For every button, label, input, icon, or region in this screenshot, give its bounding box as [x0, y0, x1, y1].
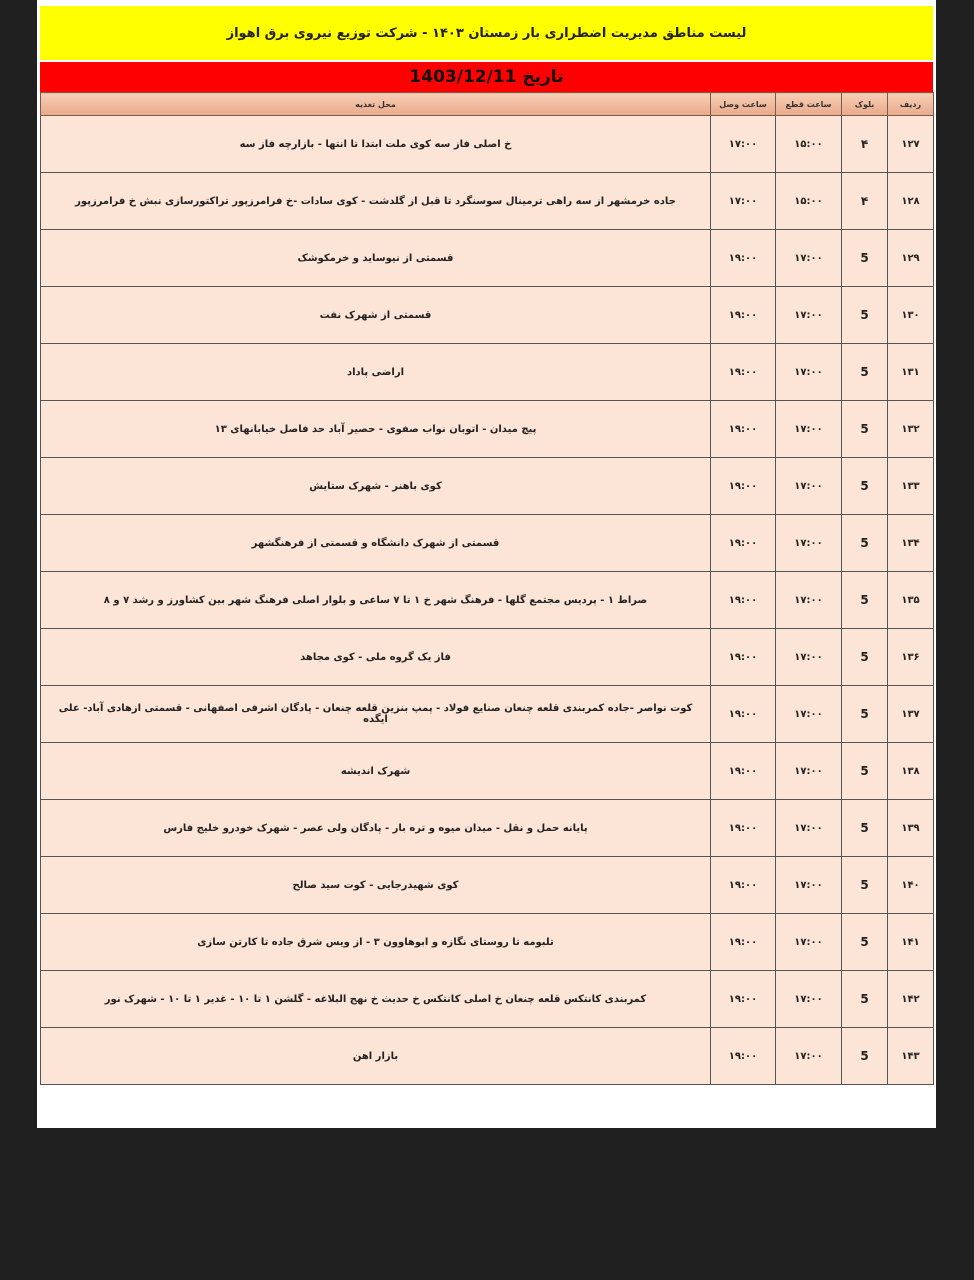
cut-time-cell: ۱۵:۰۰: [776, 116, 842, 173]
connect-time-cell: ۱۹:۰۰: [711, 857, 776, 914]
block-cell: 5: [842, 230, 888, 287]
table-row: [41, 344, 934, 401]
connect-time-cell: ۱۹:۰۰: [711, 401, 776, 458]
connect-time-cell: ۱۹:۰۰: [711, 287, 776, 344]
row-number-cell: ۱۳۷: [888, 686, 934, 743]
connect-time-cell: ۱۹:۰۰: [711, 1028, 776, 1085]
table-row: [41, 857, 934, 914]
connect-time-cell: ۱۹:۰۰: [711, 743, 776, 800]
header-row-number: ردیف: [888, 93, 934, 116]
location-cell: کمربندی کانتکس قلعه چنعان خ اصلی کانتکس خ حدیث خ نهج البلاغه - گلشن ۱ تا ۱۰ - غدیر ۱ تا ۱۰ - شهرک نور: [41, 971, 711, 1028]
connect-time-cell: ۱۹:۰۰: [711, 230, 776, 287]
row-number-cell: ۱۳۵: [888, 572, 934, 629]
row-number-cell: ۱۳۶: [888, 629, 934, 686]
cut-time-cell: ۱۷:۰۰: [776, 401, 842, 458]
row-number-cell: ۱۴۱: [888, 914, 934, 971]
location-cell: قسمتی از شهرک نفت: [41, 287, 711, 344]
header-connect-time: ساعت وصل: [711, 93, 776, 116]
block-cell: 5: [842, 458, 888, 515]
row-number-cell: ۱۲۷: [888, 116, 934, 173]
cut-time-cell: ۱۷:۰۰: [776, 800, 842, 857]
block-cell: 5: [842, 287, 888, 344]
cut-time-cell: ۱۷:۰۰: [776, 287, 842, 344]
row-number-cell: ۱۲۸: [888, 173, 934, 230]
row-number-cell: ۱۲۹: [888, 230, 934, 287]
block-cell: 5: [842, 629, 888, 686]
connect-time-cell: ۱۷:۰۰: [711, 116, 776, 173]
connect-time-cell: ۱۹:۰۰: [711, 629, 776, 686]
block-cell: 5: [842, 401, 888, 458]
cut-time-cell: ۱۷:۰۰: [776, 344, 842, 401]
table-row: [41, 173, 934, 230]
location-cell: پیچ میدان - اتوبان نواب صفوی - حصیر آباد حد فاصل خیابانهای ۱۳: [41, 401, 711, 458]
table-row: [41, 401, 934, 458]
block-cell: 5: [842, 572, 888, 629]
table-row: [41, 686, 934, 743]
connect-time-cell: ۱۹:۰۰: [711, 458, 776, 515]
block-cell: 5: [842, 515, 888, 572]
document-sheet: [37, 0, 936, 1128]
location-cell: خ اصلی فاز سه کوی ملت ابتدا تا انتها - بازارچه فاز سه: [41, 116, 711, 173]
date-banner: تاریخ 1403/12/11: [40, 62, 933, 92]
table-row: [41, 458, 934, 515]
table-row: [41, 971, 934, 1028]
cut-time-cell: ۱۷:۰۰: [776, 971, 842, 1028]
location-cell: کوی شهیدرجایی - کوت سید صالح: [41, 857, 711, 914]
row-number-cell: ۱۳۳: [888, 458, 934, 515]
header-location: محل تغذیه: [41, 93, 711, 116]
connect-time-cell: ۱۹:۰۰: [711, 572, 776, 629]
table-header-row: [41, 93, 934, 116]
table-row: [41, 515, 934, 572]
location-cell: کوت نواصر -جاده کمربندی قلعه چنعان صنایع فولاد - پمپ بنزین قلعه چنعان - پادگان اشرفی اصفهانی - قسمتی ازهادی آباد- علی ایگده: [41, 686, 711, 743]
location-cell: قسمتی از شهرک دانشگاه و قسمتی از فرهنگشهر: [41, 515, 711, 572]
row-number-cell: ۱۳۴: [888, 515, 934, 572]
location-cell: قسمتی از نیوساید و خرمکوشک: [41, 230, 711, 287]
row-number-cell: ۱۳۹: [888, 800, 934, 857]
block-cell: ۴: [842, 173, 888, 230]
block-cell: ۴: [842, 116, 888, 173]
cut-time-cell: ۱۷:۰۰: [776, 515, 842, 572]
block-cell: 5: [842, 686, 888, 743]
block-cell: 5: [842, 743, 888, 800]
cut-time-cell: ۱۷:۰۰: [776, 1028, 842, 1085]
row-number-cell: ۱۴۳: [888, 1028, 934, 1085]
cut-time-cell: ۱۷:۰۰: [776, 572, 842, 629]
outage-schedule-table: [40, 92, 934, 1085]
row-number-cell: ۱۴۰: [888, 857, 934, 914]
table-row: [41, 743, 934, 800]
header-cut-time: ساعت قطع: [776, 93, 842, 116]
cut-time-cell: ۱۷:۰۰: [776, 230, 842, 287]
row-number-cell: ۱۳۰: [888, 287, 934, 344]
location-cell: اراضی پاداد: [41, 344, 711, 401]
connect-time-cell: ۱۹:۰۰: [711, 971, 776, 1028]
row-number-cell: ۱۳۱: [888, 344, 934, 401]
table-row: [41, 230, 934, 287]
location-cell: کوی باهنر - شهرک ستایش: [41, 458, 711, 515]
table-row: [41, 800, 934, 857]
table-row: [41, 1028, 934, 1085]
table-row: [41, 914, 934, 971]
table-row: [41, 116, 934, 173]
cut-time-cell: ۱۷:۰۰: [776, 458, 842, 515]
connect-time-cell: ۱۹:۰۰: [711, 344, 776, 401]
block-cell: 5: [842, 857, 888, 914]
header-block: بلوک: [842, 93, 888, 116]
row-number-cell: ۱۳۸: [888, 743, 934, 800]
cut-time-cell: ۱۷:۰۰: [776, 743, 842, 800]
block-cell: 5: [842, 800, 888, 857]
document-title: لیست مناطق مدیریت اضطراری بار زمستان ۱۴۰۳ - شرکت توزیع نیروی برق اهواز: [40, 6, 933, 60]
block-cell: 5: [842, 1028, 888, 1085]
row-number-cell: ۱۴۲: [888, 971, 934, 1028]
location-cell: جاده خرمشهر از سه راهی ترمینال سوسنگرد تا قبل از گلدشت - کوی سادات -خ فرامرزپور تراکتورسازی نبش خ فرامرزپور: [41, 173, 711, 230]
location-cell: تلبومه تا روستای نگازه و ابوهاوون ۳ - از ویس شرق جاده تا کارتن سازی: [41, 914, 711, 971]
location-cell: فاز یک گروه ملی - کوی مجاهد: [41, 629, 711, 686]
connect-time-cell: ۱۹:۰۰: [711, 914, 776, 971]
table-row: [41, 629, 934, 686]
cut-time-cell: ۱۷:۰۰: [776, 914, 842, 971]
block-cell: 5: [842, 971, 888, 1028]
row-number-cell: ۱۳۲: [888, 401, 934, 458]
location-cell: شهرک اندیشه: [41, 743, 711, 800]
cut-time-cell: ۱۷:۰۰: [776, 629, 842, 686]
connect-time-cell: ۱۹:۰۰: [711, 800, 776, 857]
connect-time-cell: ۱۹:۰۰: [711, 686, 776, 743]
block-cell: 5: [842, 344, 888, 401]
connect-time-cell: ۱۹:۰۰: [711, 515, 776, 572]
cut-time-cell: ۱۵:۰۰: [776, 173, 842, 230]
location-cell: بازار اهن: [41, 1028, 711, 1085]
cut-time-cell: ۱۷:۰۰: [776, 857, 842, 914]
cut-time-cell: ۱۷:۰۰: [776, 686, 842, 743]
location-cell: پایانه حمل و نقل - میدان میوه و تره بار - پادگان ولی عصر - شهرک خودرو خلیج فارس: [41, 800, 711, 857]
table-row: [41, 287, 934, 344]
table-row: [41, 572, 934, 629]
location-cell: صراط ۱ - پردیس مجتمع گلها - فرهنگ شهر خ ۱ تا ۷ ساعی و بلوار اصلی فرهنگ شهر بین کشاورز و رشد ۷ و ۸: [41, 572, 711, 629]
block-cell: 5: [842, 914, 888, 971]
connect-time-cell: ۱۷:۰۰: [711, 173, 776, 230]
